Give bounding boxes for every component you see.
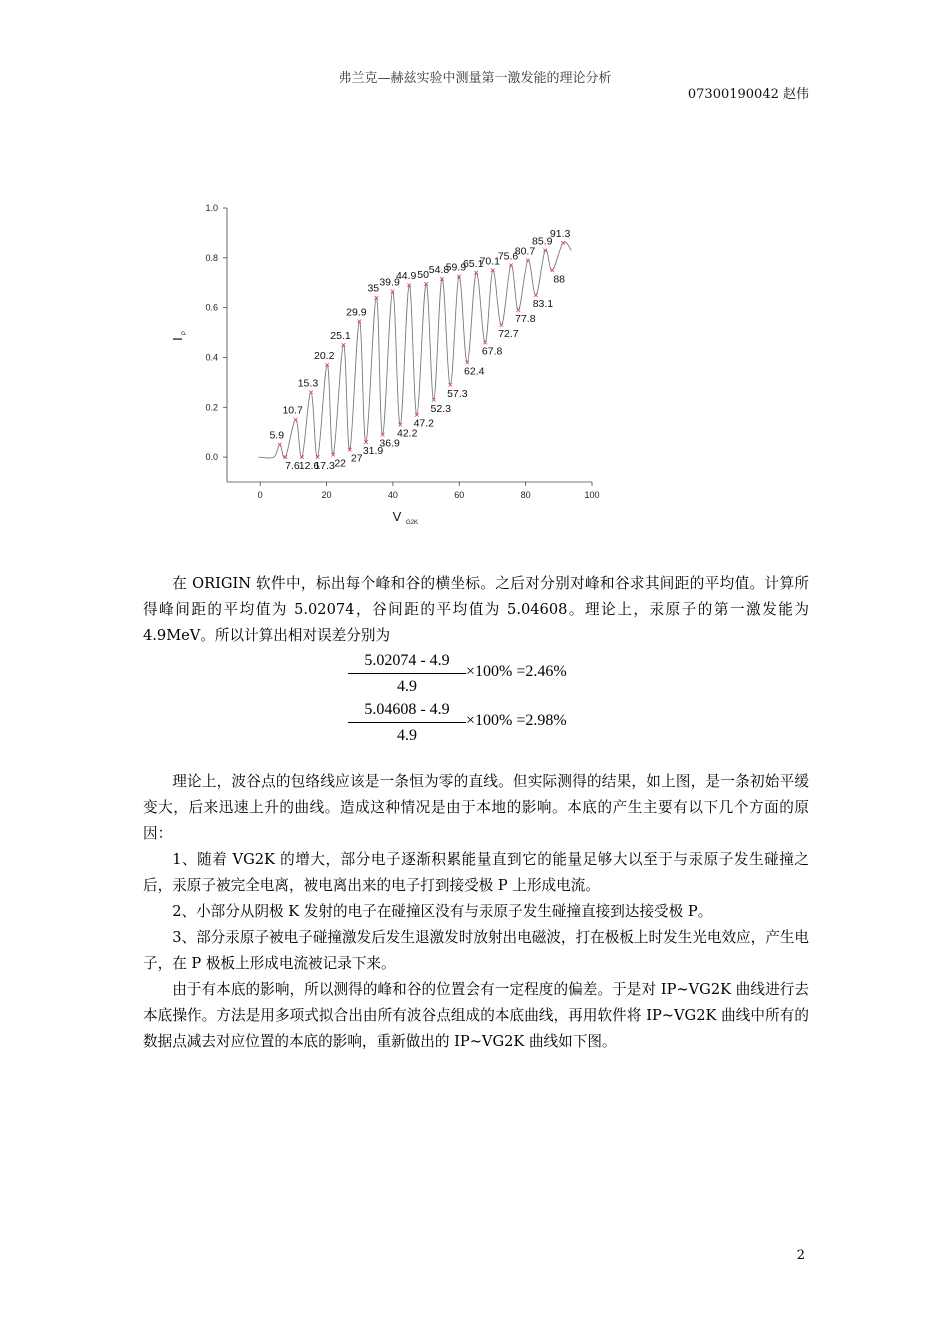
valley-marker xyxy=(517,308,521,312)
valley-label: 27 xyxy=(350,452,363,465)
page-number: 2 xyxy=(796,1248,805,1263)
ip-vg2k-chart xyxy=(160,195,620,540)
valley-marker xyxy=(415,413,419,417)
valley-label: 36.9 xyxy=(379,437,400,450)
peak-marker xyxy=(358,320,362,324)
valley-marker xyxy=(500,323,504,327)
list-item-reason-2: 2、小部分从阴极 K 发射的电子在碰撞区没有与汞原子发生碰撞直接到达接受极 P。 xyxy=(172,903,713,920)
valley-label: 67.8 xyxy=(481,345,503,358)
running-header-author: 07300190042 赵伟 xyxy=(687,87,809,102)
peak-marker xyxy=(375,296,379,300)
peak-label: 35 xyxy=(367,282,380,295)
formula-result: ×100% =2.98% xyxy=(466,712,567,729)
valley-marker xyxy=(432,398,436,402)
valley-label: 83.1 xyxy=(532,298,554,311)
peak-label: 65.1 xyxy=(462,257,484,270)
peak-label: 5.9 xyxy=(269,429,285,442)
peak-marker xyxy=(391,290,395,294)
x-axis-label-subscript: G2K xyxy=(406,520,419,526)
peak-label: 15.3 xyxy=(297,377,319,390)
valley-marker xyxy=(398,423,402,427)
peak-label: 39.9 xyxy=(379,276,400,289)
peak-label: 59.9 xyxy=(445,261,467,274)
peak-label: 20.2 xyxy=(313,349,335,362)
numerator: 5.04608 - 4.9 xyxy=(364,701,450,718)
valley-marker xyxy=(381,433,385,437)
x-tick-label: 20 xyxy=(321,490,332,500)
valley-marker xyxy=(550,268,554,272)
x-tick-label: 0 xyxy=(257,490,263,500)
formula-result: ×100% =2.46% xyxy=(466,663,567,680)
y-axis-label-subscript: P xyxy=(182,330,188,335)
denominator: 4.9 xyxy=(397,678,417,695)
valley-label: 22 xyxy=(334,457,347,470)
peak-label: 10.7 xyxy=(282,404,303,417)
y-tick-label: 0.4 xyxy=(205,352,218,363)
y-tick-label: 0.2 xyxy=(205,402,218,413)
peak-marker xyxy=(474,271,478,275)
valley-label: 72.7 xyxy=(498,328,519,341)
peak-marker xyxy=(309,391,313,395)
peak-marker xyxy=(342,343,346,347)
valley-label: 12.6 xyxy=(298,460,320,473)
fraction xyxy=(348,700,466,746)
valley-label: 52.3 xyxy=(430,402,451,415)
valley-label: 31.9 xyxy=(362,445,384,458)
peak-label: 75.6 xyxy=(497,250,519,263)
valley-marker xyxy=(284,455,288,459)
peak-marker xyxy=(561,241,565,245)
valley-label: 77.8 xyxy=(515,313,536,326)
valley-marker xyxy=(449,383,453,387)
peak-marker xyxy=(278,443,282,447)
fraction-bar xyxy=(348,673,466,674)
valley-label: 17.3 xyxy=(314,460,335,473)
peak-label: 70.1 xyxy=(479,255,501,268)
valley-label: 62.4 xyxy=(464,365,485,378)
paragraph-origin-analysis: 在 ORIGIN 软件中，标出每个峰和谷的横坐标。之后对分别对峰和谷求其间距的平均值。计算所得峰间距的平均值为 5.02074，谷间距的平均值为 5.04608。理论上，汞原子的第一激发能为 4.9MeV。所以计算出相对误差分别为 xyxy=(143,575,809,644)
valley-label: 42.2 xyxy=(396,427,418,440)
x-tick-label: 80 xyxy=(520,490,531,500)
peak-marker xyxy=(294,418,298,422)
valley-marker xyxy=(534,293,538,297)
y-tick-label: 0.6 xyxy=(205,302,218,313)
valley-marker xyxy=(483,341,487,345)
fraction-bar xyxy=(348,722,466,723)
denominator: 4.9 xyxy=(397,727,417,744)
running-header-title: 弗兰克—赫兹实验中测量第一激发能的理论分析 xyxy=(338,71,612,86)
x-tick-label: 40 xyxy=(387,490,398,500)
peak-marker xyxy=(491,268,495,272)
x-tick-label: 100 xyxy=(584,490,600,500)
y-tick-label: 0.8 xyxy=(205,252,218,263)
peak-label: 91.3 xyxy=(549,227,571,240)
y-tick-label: 1.0 xyxy=(205,203,218,213)
peak-marker xyxy=(509,263,513,267)
valley-marker xyxy=(465,361,469,365)
y-axis-label: I xyxy=(170,337,185,341)
peak-marker xyxy=(407,283,411,287)
peak-marker xyxy=(526,259,530,263)
peak-label: 44.9 xyxy=(395,270,417,283)
peak-marker xyxy=(440,277,444,281)
valley-label: 88 xyxy=(553,273,566,286)
paragraph-background-removal: 由于有本底的影响，所以测得的峰和谷的位置会有一定程度的偏差。于是对 IP~VG2K 曲线进行去本底操作。方法是用多项式拟合出由所有波谷点组成的本底曲线，再用软件将 IP~VG2K 曲线中所有的数据点减去对应位置的本底的影响，重新做出的 IP~VG2K 曲线如下图。 xyxy=(143,981,809,1050)
list-item-reason-1: 1、随着 VG2K 的增大，部分电子逐渐积累能量直到它的能量足够大以至于与汞原子发生碰撞之后，汞原子被完全电离，被电离出来的电子打到接受极 P 上形成电流。 xyxy=(143,851,809,894)
valley-label: 7.6 xyxy=(285,460,300,473)
list-item-reason-3: 3、部分汞原子被电子碰撞激发后发生退激发时放射出电磁波，打在极板上时发生光电效应，产生电子，在 P 极板上形成电流被记录下来。 xyxy=(143,929,810,972)
peak-label: 29.9 xyxy=(346,306,367,319)
x-axis-label: V xyxy=(392,509,402,524)
numerator: 5.02074 - 4.9 xyxy=(364,652,450,669)
peak-label: 85.9 xyxy=(531,235,553,248)
peak-marker xyxy=(325,363,329,367)
x-tick-label: 60 xyxy=(454,490,465,500)
paragraph-background-explanation: 理论上，波谷点的包络线应该是一条恒为零的直线。但实际测得的结果，如上图，是一条初始平缓变大，后来迅速上升的曲线。造成这种情况是由于本地的影响。本底的产生主要有以下几个方面的原因： xyxy=(143,773,809,842)
y-tick-label: 0.0 xyxy=(205,452,218,463)
peak-label: 25.1 xyxy=(330,330,351,342)
peak-label: 80.7 xyxy=(514,245,536,258)
peak-label: 54.8 xyxy=(428,263,450,276)
valley-label: 47.2 xyxy=(413,417,435,430)
fraction xyxy=(348,651,466,697)
valley-label: 57.3 xyxy=(447,387,468,400)
peak-label: 50 xyxy=(417,268,429,281)
